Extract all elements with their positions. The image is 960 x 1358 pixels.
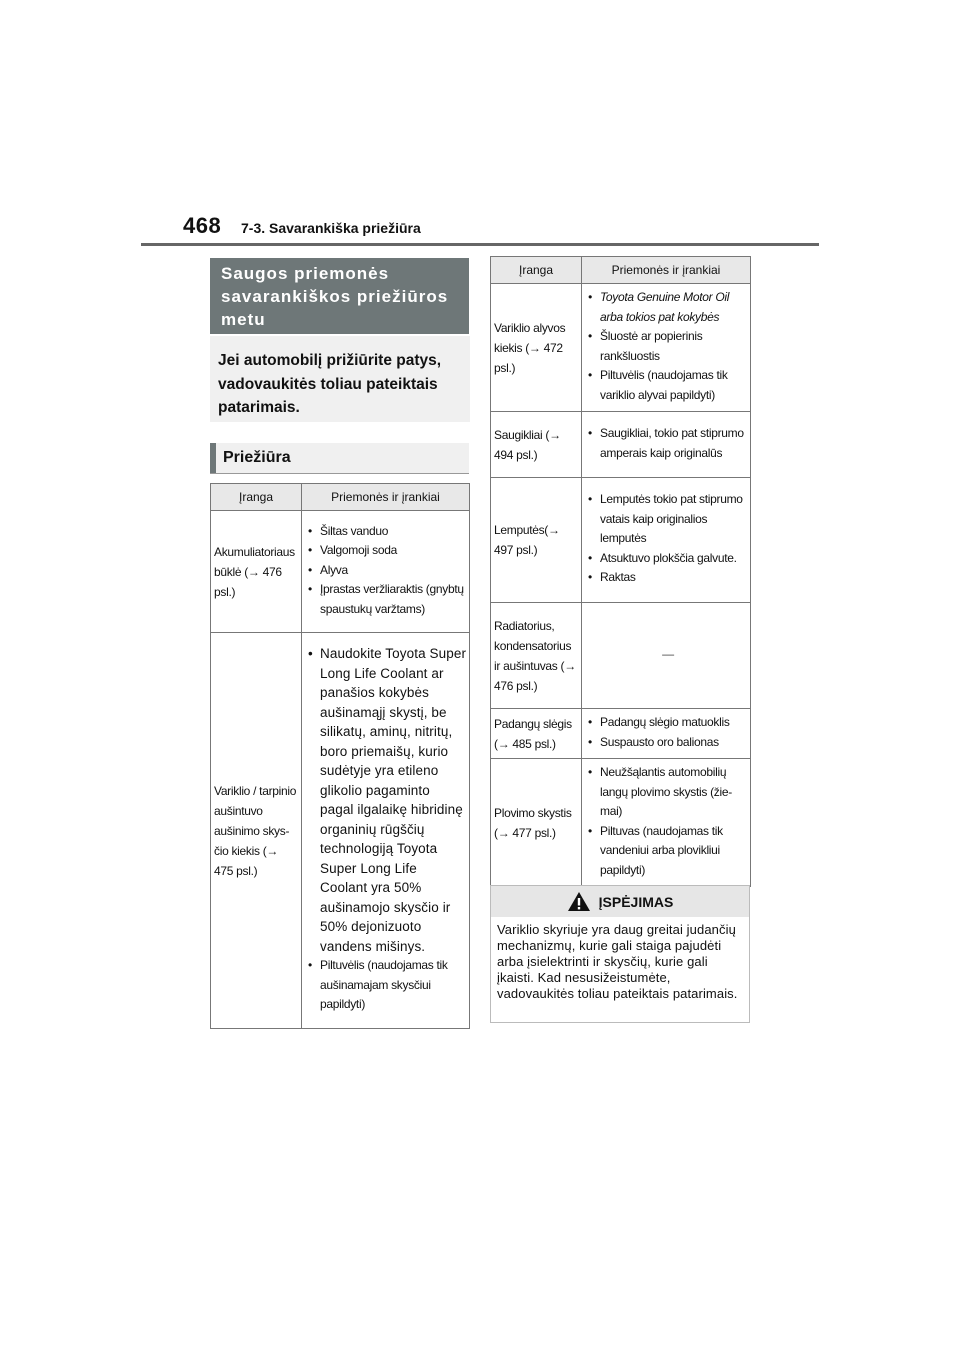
- list-item: • Piltuvėlis (naudojamas tik variklio alyvai papildyti): [588, 366, 748, 405]
- column-header-equipment: Įranga: [491, 257, 582, 284]
- list-item: • Atsuktuvo plokščia galvute.: [588, 549, 748, 569]
- subheading: Priežiūra: [210, 443, 469, 474]
- list-item: • Raktas: [588, 568, 748, 588]
- list-item: • Saugikliai, tokio pat stiprumo amperais kaip originalūs: [588, 424, 748, 463]
- list-item: • Toyota Genuine Motor Oil arba tokios pat kokybės: [588, 288, 748, 327]
- list-item: • Padangų slėgio matuoklis: [588, 713, 748, 733]
- warning-title: ĮSPĖJIMAS: [598, 893, 674, 910]
- list-item: • Valgomoji soda: [308, 541, 467, 561]
- row-label: Padangų slėgis (→ 485 psl.): [491, 709, 582, 759]
- table-row: [491, 412, 751, 478]
- column-header-tools: Priemonės ir įrankiai: [582, 257, 751, 284]
- table-row: [491, 709, 751, 759]
- subheading-rule: [210, 473, 469, 474]
- warning-header: [491, 886, 749, 917]
- table-row: [211, 633, 470, 1029]
- column-header-tools: Priemonės ir įrankiai: [302, 484, 470, 511]
- page-number: 468: [183, 213, 222, 238]
- intro-text: Jei automobilį prižiūrite patys, vadovaukitės toliau pateiktais patarimais.: [210, 336, 470, 422]
- row-items-empty: —: [582, 603, 751, 709]
- list-item: • Neužšąlantis automobilių langų plovimo skystis (žiemai): [588, 763, 748, 822]
- table-row: [491, 478, 751, 603]
- row-label: Saugikliai (→ 494 psl.): [491, 412, 582, 478]
- row-label: Variklio alyvos kiekis (→ 472 psl.): [491, 284, 582, 412]
- column-header-equipment: Įranga: [211, 484, 302, 511]
- list-item: • Įprastas veržliaraktis (gnybtų spaustukų varžtams): [308, 580, 467, 619]
- row-items: [302, 633, 470, 1029]
- maintenance-table-left: [210, 483, 470, 1029]
- page-title: Saugos priemonės savarankiškos priežiūros metu: [210, 258, 469, 334]
- row-items: [582, 709, 751, 759]
- row-items: [582, 412, 751, 478]
- list-item: • Piltuvas (naudojamas tik vandeniui arba plovikliui papildyti): [588, 822, 748, 881]
- row-label: Radiatorius, kondensatorius ir aušintuvas (→ 476 psl.): [491, 603, 582, 709]
- row-label: Lemputės(→ 497 psl.): [491, 478, 582, 603]
- list-item: • Šluostė ar popierinis rankšluostis: [588, 327, 748, 366]
- warning-triangle-icon: [567, 891, 591, 912]
- header-rule: [141, 243, 819, 246]
- list-item: • Alyva: [308, 561, 467, 581]
- list-item: • Piltuvėlis (naudojamas tik aušinamajam skysčiui papildyti): [308, 956, 467, 1015]
- row-label: Plovimo skystis (→ 477 psl.): [491, 759, 582, 887]
- warning-box: [490, 885, 750, 1023]
- list-item: • Lemputės tokio pat stiprumo vatais kaip originalios lemputės: [588, 490, 748, 549]
- row-label: Variklio / tarpinio aušintuvo aušinimo skysčio kiekis (→ 475 psl.): [211, 633, 302, 1029]
- list-item: • Šiltas vanduo: [308, 522, 467, 542]
- table-row: [491, 284, 751, 412]
- page-header: [183, 213, 421, 239]
- section-title: 7-3. Savarankiška priežiūra: [241, 220, 421, 236]
- table-row: [491, 759, 751, 887]
- row-items: [582, 759, 751, 887]
- table-row: [211, 511, 470, 633]
- table-row: [491, 603, 751, 709]
- row-items: [582, 478, 751, 603]
- list-item: • Suspausto oro balionas: [588, 733, 748, 753]
- row-label: Akumuliatoriaus būklė (→ 476 psl.): [211, 511, 302, 633]
- warning-text: Variklio skyriuje yra daug greitai judančių mechanizmų, kurie gali staiga pajudėti arba įsielektrinti ir skysčių, kurie gali įkaisti. Kad nesusižeistumėte, vadovaukitės toliau pateiktais patarimais.: [497, 922, 738, 1001]
- list-item: • Naudokite Toyota Super Long Life Coolant ar panašios kokybės aušinamąjį skystį, be silikatų, aminų, nitritų, boro priemaišų, kurio sudėtyje yra etileno glikolio pagaminto pagal ilgalaikę hibridinę organinių rūgščių technologiją Toyota Super Long Life Coolant yra 50% aušinamojo skysčio ir 50% dejonizuoto vandens mišinys.: [308, 644, 467, 956]
- row-items: [582, 284, 751, 412]
- maintenance-table-right: [490, 256, 751, 887]
- row-items: [302, 511, 470, 633]
